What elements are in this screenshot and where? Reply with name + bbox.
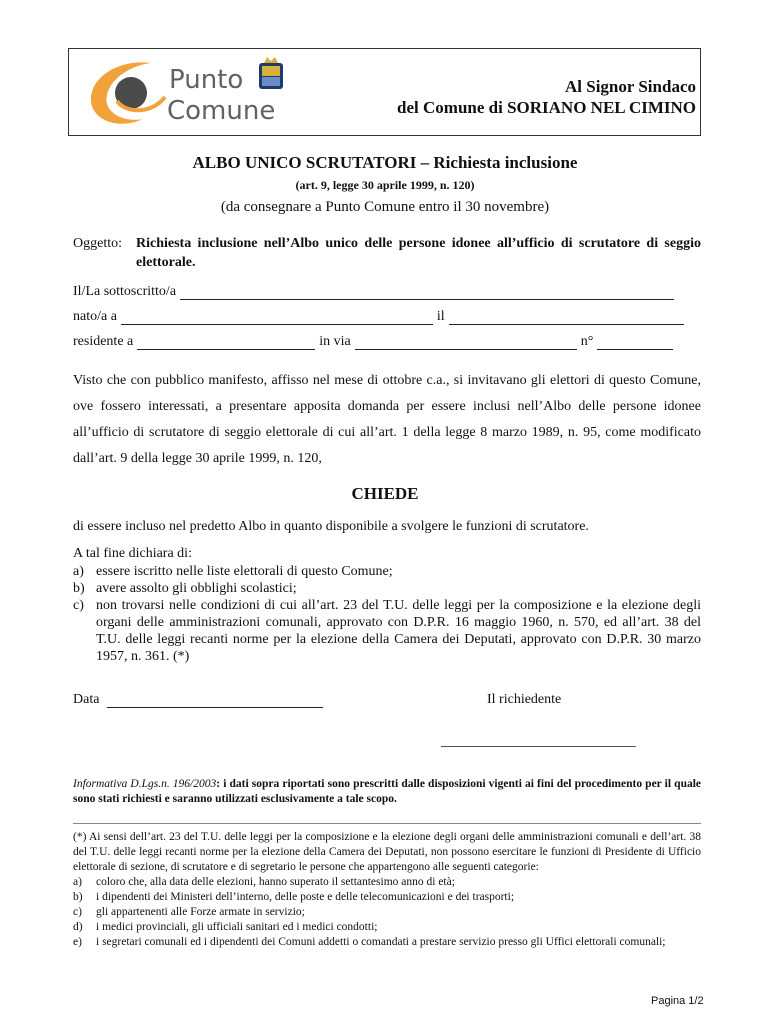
footnote-item xyxy=(73,935,701,950)
municipal-crest-icon xyxy=(259,57,283,89)
richiedente-label: Il richiedente xyxy=(487,692,562,707)
declaration-text: non trovarsi nelle condizioni di cui all’art. 23 del T.U. delle leggi per la composizione e la elezione degli organi delle amministrazioni comunali, approvato con D.P.R. 16 maggio 1960, n. 570, ed all’art. 38 del T.U. delle leggi recanti norme per la elezione della Camera dei Deputati, approvato con D.P.R. 30 marzo 1957, n. 361. (*) xyxy=(96,598,701,664)
chiede-heading: CHIEDE xyxy=(351,484,419,503)
footnote-text: i segretari comunali ed i dipendenti dei Comuni addetti o comandati a prestare servizio presso gli Uffici elettorali comunali; xyxy=(96,936,666,948)
visto-paragraph: Visto che con pubblico manifesto, affisso nel mese di ottobre c.a., si invitavano gli elettori di questo Comune, ove fossero interessati, a presentare apposita domanda per essere inclusi nell’Albo delle persone idonee all’ufficio di scrutatore di seggio elettorale di cui all’art. 1 della legge 8 marzo 1989, n. 95, come modificato dall’art. 9 della legge 30 aprile 1999, n. 120, xyxy=(73,373,701,466)
oggetto-text: Richiesta inclusione nell’Albo unico delle persone idonee all’ufficio di scrutatore di seggio elettorale. xyxy=(136,236,701,270)
declaration-marker: b) xyxy=(73,581,85,596)
informativa xyxy=(73,777,701,807)
field-row-nato xyxy=(73,305,701,325)
footnote-marker: a) xyxy=(73,876,82,888)
footnote-marker: e) xyxy=(73,936,82,948)
field-row-residente xyxy=(73,330,701,350)
footnote-text: coloro che, alla data delle elezioni, hanno superato il settantesimo anno di età; xyxy=(96,876,455,888)
il-blank[interactable] xyxy=(449,311,684,325)
declaration-item xyxy=(73,563,701,580)
footnote-item xyxy=(73,905,701,920)
via-label: in via xyxy=(319,334,351,349)
nato-label: nato/a a xyxy=(73,309,117,324)
header-box xyxy=(68,48,701,136)
footnote xyxy=(73,830,701,950)
footnote-list xyxy=(73,875,701,950)
footnote-marker: b) xyxy=(73,891,83,903)
declaration-item xyxy=(73,597,701,665)
declaration-marker: a) xyxy=(73,564,84,579)
footnote-marker: c) xyxy=(73,906,82,918)
addressee xyxy=(397,76,696,118)
declaration-text: essere iscritto nelle liste elettorali di questo Comune; xyxy=(96,564,393,579)
footnote-text: gli appartenenti alle Forze armate in servizio; xyxy=(96,906,305,918)
document-subtitle: (art. 9, legge 30 aprile 1999, n. 120) xyxy=(295,178,475,192)
footnote-text: i dipendenti dei Ministeri dell’interno, delle poste e delle telecomunicazioni e dei trasporti; xyxy=(96,891,515,903)
footnote-item xyxy=(73,890,701,905)
numero-label: n° xyxy=(580,334,594,349)
deliver-note: (da consegnare a Punto Comune entro il 30 novembre) xyxy=(220,199,550,215)
oggetto-label: Oggetto: xyxy=(73,236,122,251)
sottoscritto-label: Il/La sottoscritto/a xyxy=(73,284,177,299)
footnote-intro: (*) Ai sensi dell’art. 23 del T.U. delle leggi per la composizione e la elezione degli organi delle amministrazioni comunali e dell’art. 38 del T.U. delle leggi recanti norme per la elezione della Camera dei Deputati, non possono esercitare le funzioni di Presidente di Ufficio elettorale di sezione, di scrutatore e di segretario le persone che appartengono alle seguenti categorie: xyxy=(73,831,701,873)
declaration-item xyxy=(73,580,701,597)
footnote-item xyxy=(73,875,701,890)
signature-line[interactable] xyxy=(441,746,636,747)
residente-label: residente a xyxy=(73,334,134,349)
via-blank[interactable] xyxy=(355,336,577,350)
fine-text: A tal fine dichiara di: xyxy=(73,546,192,561)
field-row-sottoscritto xyxy=(73,280,701,300)
footnote-item xyxy=(73,920,701,935)
divider xyxy=(73,823,701,824)
addressee-line-1: Al Signor Sindaco xyxy=(564,77,696,96)
oggetto xyxy=(73,234,701,272)
document-title: ALBO UNICO SCRUTATORI – Richiesta inclusione xyxy=(192,153,578,172)
nato-blank[interactable] xyxy=(121,311,433,325)
declaration-marker: c) xyxy=(73,598,84,613)
logo-word-punto: Punto xyxy=(169,65,244,95)
footnote-marker: d) xyxy=(73,921,83,933)
page-number: Pagina 1/2 xyxy=(651,995,704,1007)
logo-word-comune: Comune xyxy=(167,96,276,126)
declarations-list xyxy=(73,563,701,665)
residente-blank[interactable] xyxy=(137,336,315,350)
sottoscritto-blank[interactable] xyxy=(180,286,674,300)
declaration-text: avere assolto gli obblighi scolastici; xyxy=(96,581,297,596)
footnote-text: i medici provinciali, gli ufficiali sanitari ed i medici condotti; xyxy=(96,921,378,933)
informativa-label: Informativa D.Lgs.n. 196/2003 xyxy=(73,778,217,790)
data-row xyxy=(73,692,327,708)
data-label: Data xyxy=(73,692,100,707)
punto-comune-logo xyxy=(81,53,311,133)
informativa-text: : i dati sopra riportati sono prescritti dalle disposizioni vigenti ai fini del procedimento per il quale sono stati richiesti e saranno utilizzati esclusivamente a tale scopo. xyxy=(73,778,702,805)
addressee-line-2: del Comune di SORIANO NEL CIMINO xyxy=(397,98,696,117)
numero-blank[interactable] xyxy=(597,336,673,350)
data-blank[interactable] xyxy=(107,694,323,708)
incluso-text: di essere incluso nel predetto Albo in quanto disponibile a svolgere le funzioni di scrutatore. xyxy=(73,519,589,534)
il-label: il xyxy=(436,309,445,324)
